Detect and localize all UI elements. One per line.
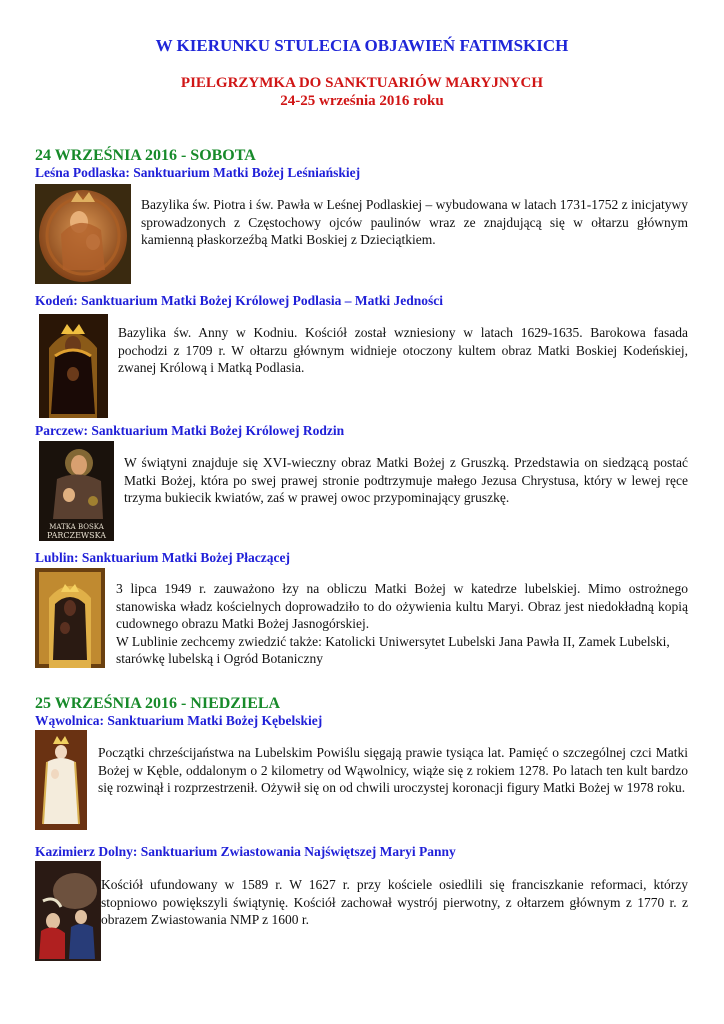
- wawolnica-text: Początki chrześcijaństwa na Lubelskim Powiślu sięgają prawie tysiąca lat. Pamięć o szczególnej czci Matki Bożej w Kęble, oddalonym o 2 kilometry od Wąwolnicy, wiąże się z rokiem 1278. Po latach ten kult bardzo się rozwinął i rozprzestrzenił. Ożywił się on od chwili uroczystej koronacji figury Matki Bożej w 1978 roku.: [98, 745, 688, 795]
- section-title-lesna-podlaska: Leśna Podlaska: Sanktuarium Matki Bożej Leśniańskiej: [35, 165, 361, 180]
- parczew-icon-image: [39, 441, 114, 541]
- wawolnica-description: [98, 744, 688, 797]
- day-heading-sunday: 25 WRZEŚNIA 2016 - NIEDZIELA: [35, 695, 281, 712]
- kazimierz-dolny-painting-image: [35, 861, 101, 961]
- koden-icon-image: [39, 314, 108, 418]
- koden-text: Bazylika św. Anny w Kodniu. Kościół został wzniesiony w latach 1629-1635. Barokowa fasada pochodzi z 1709 r. W ołtarzu głównym widnieje otoczony kultem obraz Matki Boskiej Kodeńskiej, zwanej Królową i Matką Podlasia.: [118, 325, 688, 375]
- section-title-koden: Kodeń: Sanktuarium Matki Bożej Królowej Podlasia – Matki Jedności: [35, 293, 443, 308]
- page-title: W KIERUNKU STULECIA OBJAWIEŃ FATIMSKICH: [155, 36, 569, 55]
- section-title-parczew: Parczew: Sanktuarium Matki Bożej Królowej Rodzin: [35, 423, 345, 438]
- kazimierz-dolny-description: [101, 876, 688, 929]
- koden-description: [118, 324, 688, 377]
- pilgrimage-subtitle: PIELGRZYMKA DO SANKTUARIÓW MARYJNYCH: [180, 75, 544, 91]
- section-title-lublin: Lublin: Sanktuarium Matki Bożej Płaczącej: [35, 550, 290, 565]
- section-title-kazimierz-dolny: Kazimierz Dolny: Sanktuarium Zwiastowania Najświętszej Maryi Panny: [35, 844, 456, 859]
- lesna-podlaska-text: Bazylika św. Piotra i św. Pawła w Leśnej Podlaskiej – wybudowana w latach 1731-1752 z inicjatywy sprowadzonych z Częstochowy ojców paulinów wraz ze znajdującą się w ołtarzu głównym kamienną płaskorzeźbą Matki Boskiej z Dzieciątkiem.: [141, 197, 688, 247]
- parczew-description: [124, 454, 688, 507]
- lesna-podlaska-description: [141, 196, 688, 249]
- parczew-image-caption-1: MATKA BOSKA: [49, 523, 104, 531]
- section-title-wawolnica: Wąwolnica: Sanktuarium Matki Bożej Kębelskiej: [35, 713, 323, 728]
- kazimierz-dolny-text: Kościół ufundowany w 1589 r. W 1627 r. przy kościele osiedlili się franciszkanie reformaci, którzy stopniowo powiększyli świątynię. Kościół zachował wystrój pierwotny, z ołtarzem głównym z 1770 r. z obrazem Zwiastowania NMP z 1600 r.: [101, 877, 688, 927]
- lesna-podlaska-icon-image: [35, 184, 131, 284]
- lublin-text: 3 lipca 1949 r. zauważono łzy na obliczu Matki Bożej w katedrze lubelskiej. Mimo ostrożnego stanowiska władz kościelnych doprowadziło to do ożywienia kultu Maryi. Obraz jest niedokładną kopią cudownego obrazu Matki Bożej Jasnogórskiej.: [116, 581, 688, 631]
- wawolnica-figure-image: [35, 730, 87, 830]
- pilgrimage-dates: 24-25 września 2016 roku: [280, 93, 444, 109]
- parczew-text: W świątyni znajduje się XVI-wieczny obraz Matki Bożej z Gruszką. Przedstawia on siedzącą postać Matki Bożej, która po swej prawej stronie podtrzymuje małego Jezusa Chrystusa, który w lewej ręce trzyma bukiecik kwiatów, zaś w prawej owoc przypominający gruszkę.: [124, 455, 688, 505]
- lublin-icon-image: [35, 568, 105, 668]
- day-heading-saturday: 24 WRZEŚNIA 2016 - SOBOTA: [35, 147, 256, 164]
- parczew-image-caption-2: PARCZEWSKA: [46, 531, 107, 540]
- lublin-text-visit: W Lublinie zechcemy zwiedzić także: Katolicki Uniwersytet Lubelski Jana Pawła II, Zamek Lubelski, starówkę lubelską i Ogród Botaniczny: [116, 633, 670, 666]
- lublin-description: [116, 580, 688, 668]
